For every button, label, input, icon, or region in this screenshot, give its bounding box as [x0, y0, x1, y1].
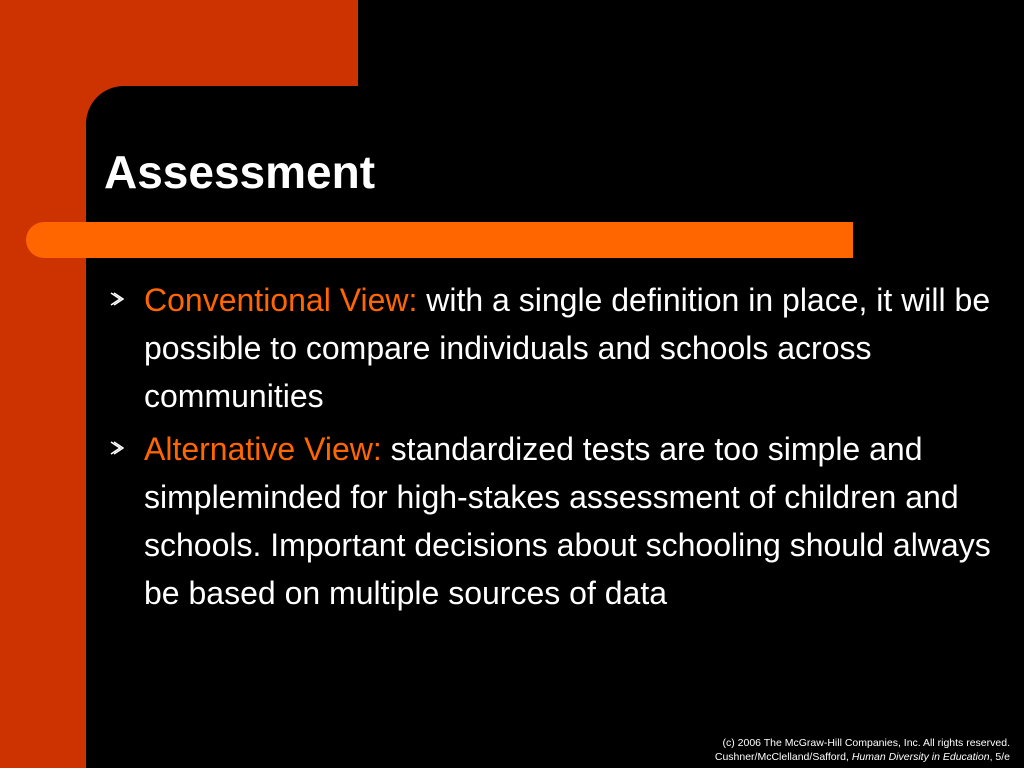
copyright-footer	[715, 736, 1010, 764]
bullet-item	[104, 276, 994, 420]
title-underline-bar	[26, 222, 853, 258]
copyright-line: (c) 2006 The McGraw-Hill Companies, Inc. All rights reserved.	[722, 737, 1010, 749]
slide-title: Assessment	[104, 146, 376, 198]
citation-authors: Cushner/McClelland/Safford,	[714, 751, 852, 763]
bullet-item	[104, 425, 994, 617]
citation-line	[715, 750, 1010, 764]
arrow-bullet-icon	[108, 433, 126, 463]
arrow-bullet-icon	[108, 284, 126, 314]
bullet-lead: Alternative View:	[144, 431, 382, 467]
bullet-text: standardized tests are too simple and simpleminded for high-stakes assessment of children and schools. Important decisions about schooling should always be based on multiple sources of data	[144, 431, 991, 611]
citation-book-title: Human Diversity in Education	[851, 751, 990, 763]
citation-edition: , 5/e	[989, 751, 1010, 763]
bullet-text: with a single definition in place, it will be possible to compare individuals and schools across communities	[144, 282, 991, 414]
bullet-lead: Conventional View:	[144, 282, 418, 318]
bullet-list	[104, 276, 994, 622]
